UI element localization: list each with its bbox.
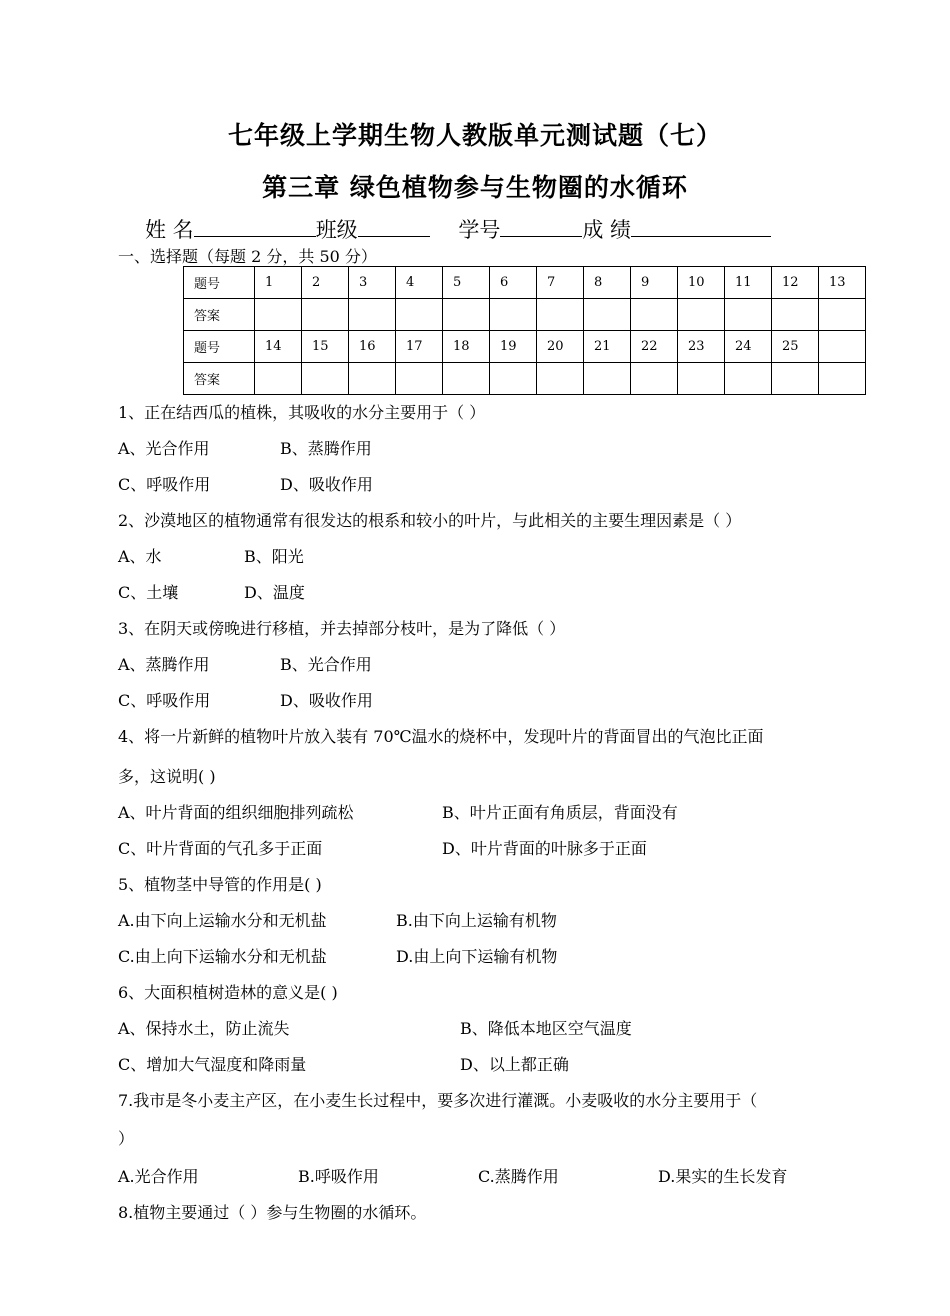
option[interactable]: C、增加大气湿度和降雨量	[118, 1055, 307, 1074]
option[interactable]: C、呼吸作用	[118, 475, 211, 494]
answer-table	[183, 266, 866, 395]
answer-cell[interactable]	[819, 363, 866, 395]
section-heading: 一、选择题（每题 2 分，共 50 分）	[118, 247, 377, 266]
question-stem: 5、植物茎中导管的作用是( )	[118, 875, 322, 894]
answer-cell[interactable]	[349, 299, 396, 331]
question-number-cell: 14	[255, 331, 302, 363]
answer-cell[interactable]	[443, 299, 490, 331]
option[interactable]: B、光合作用	[280, 655, 372, 674]
question-number-cell: 6	[490, 267, 537, 299]
question-stem: 4、将一片新鲜的植物叶片放入装有 70℃温水的烧杯中，发现叶片的背面冒出的气泡比正面	[118, 727, 764, 746]
question-number-cell: 2	[302, 267, 349, 299]
answer-cell[interactable]	[772, 363, 819, 395]
answer-cell[interactable]	[396, 299, 443, 331]
question-stem: 1、正在结西瓜的植株，其吸收的水分主要用于（ ）	[118, 403, 486, 422]
score-blank[interactable]	[631, 216, 771, 237]
row-label: 答案	[184, 363, 255, 395]
question-number-cell: 3	[349, 267, 396, 299]
question-number-cell	[819, 331, 866, 363]
option[interactable]: A、保持水土，防止流失	[118, 1019, 290, 1038]
table-row	[184, 267, 866, 299]
option[interactable]: C.蒸腾作用	[478, 1167, 559, 1186]
question-number-cell: 1	[255, 267, 302, 299]
number-label: 学号	[458, 218, 501, 242]
question-number-cell: 8	[584, 267, 631, 299]
option[interactable]: B.呼吸作用	[298, 1167, 379, 1186]
answer-cell[interactable]	[302, 363, 349, 395]
answer-cell[interactable]	[631, 363, 678, 395]
option[interactable]: B、蒸腾作用	[280, 439, 372, 458]
answer-cell[interactable]	[302, 299, 349, 331]
question-number-cell: 9	[631, 267, 678, 299]
question-number-cell: 17	[396, 331, 443, 363]
question-stem-continued: 多，这说明( )	[118, 767, 216, 786]
option[interactable]: C.由上向下运输水分和无机盐	[118, 947, 327, 966]
name-blank[interactable]	[194, 216, 316, 237]
question-number-cell: 4	[396, 267, 443, 299]
question-number-cell: 20	[537, 331, 584, 363]
answer-cell[interactable]	[772, 299, 819, 331]
option[interactable]: A、蒸腾作用	[118, 655, 210, 674]
table-row	[184, 331, 866, 363]
question-number-cell: 10	[678, 267, 725, 299]
question-number-cell: 13	[819, 267, 866, 299]
answer-cell[interactable]	[819, 299, 866, 331]
answer-cell[interactable]	[631, 299, 678, 331]
option[interactable]: D、以上都正确	[460, 1055, 569, 1074]
question-number-cell: 11	[725, 267, 772, 299]
name-label: 姓 名	[145, 218, 194, 242]
option[interactable]: D、温度	[244, 583, 305, 602]
chapter-subtitle: 第三章 绿色植物参与生物圈的水循环	[262, 173, 688, 202]
answer-cell[interactable]	[255, 363, 302, 395]
question-number-cell: 12	[772, 267, 819, 299]
question-stem: 6、大面积植树造林的意义是( )	[118, 983, 338, 1002]
answer-cell[interactable]	[584, 363, 631, 395]
answer-cell[interactable]	[490, 299, 537, 331]
score-label: 成 绩	[582, 218, 632, 242]
question-stem: 8.植物主要通过（ ）参与生物圈的水循环。	[118, 1203, 427, 1222]
answer-cell[interactable]	[443, 363, 490, 395]
row-label: 题号	[184, 331, 255, 363]
answer-cell[interactable]	[255, 299, 302, 331]
answer-cell[interactable]	[537, 363, 584, 395]
class-blank[interactable]	[358, 216, 430, 237]
option[interactable]: B.由下向上运输有机物	[396, 911, 557, 930]
answer-cell[interactable]	[725, 299, 772, 331]
question-number-cell: 7	[537, 267, 584, 299]
option[interactable]: B、阳光	[244, 547, 304, 566]
question-number-cell: 5	[443, 267, 490, 299]
option[interactable]: D、叶片背面的叶脉多于正面	[442, 839, 647, 858]
row-label: 答案	[184, 299, 255, 331]
class-label: 班级	[315, 218, 358, 242]
question-number-cell: 22	[631, 331, 678, 363]
answer-cell[interactable]	[678, 363, 725, 395]
answer-cell[interactable]	[537, 299, 584, 331]
option[interactable]: B、降低本地区空气温度	[460, 1019, 632, 1038]
option[interactable]: C、土壤	[118, 583, 179, 602]
option[interactable]: B、叶片正面有角质层，背面没有	[442, 803, 678, 822]
table-row	[184, 299, 866, 331]
question-number-cell: 15	[302, 331, 349, 363]
page-title: 七年级上学期生物人教版单元测试题（七）	[227, 121, 722, 150]
question-stem: 3、在阴天或傍晚进行移植，并去掉部分枝叶，是为了降低（ ）	[118, 619, 566, 638]
table-row	[184, 363, 866, 395]
answer-cell[interactable]	[584, 299, 631, 331]
question-stem-continued: ）	[118, 1129, 135, 1148]
option[interactable]: C、呼吸作用	[118, 691, 211, 710]
question-number-cell: 25	[772, 331, 819, 363]
answer-cell[interactable]	[396, 363, 443, 395]
option[interactable]: D.果实的生长发育	[658, 1167, 788, 1186]
question-number-cell: 24	[725, 331, 772, 363]
question-number-cell: 21	[584, 331, 631, 363]
option[interactable]: A.光合作用	[118, 1167, 199, 1186]
question-number-cell: 16	[349, 331, 396, 363]
number-blank[interactable]	[500, 216, 582, 237]
row-label: 题号	[184, 267, 255, 299]
question-stem: 7.我市是冬小麦主产区，在小麦生长过程中，要多次进行灌溉。小麦吸收的水分主要用于（	[118, 1091, 758, 1110]
answer-cell[interactable]	[678, 299, 725, 331]
question-number-cell: 18	[443, 331, 490, 363]
option[interactable]: A、光合作用	[118, 439, 210, 458]
student-info-line	[145, 214, 845, 244]
answer-cell[interactable]	[725, 363, 772, 395]
option[interactable]: D、吸收作用	[280, 475, 373, 494]
option[interactable]: A.由下向上运输水分和无机盐	[118, 911, 327, 930]
option[interactable]: A、叶片背面的组织细胞排列疏松	[118, 803, 354, 822]
option[interactable]: D、吸收作用	[280, 691, 373, 710]
option[interactable]: D.由上向下运输有机物	[396, 947, 558, 966]
answer-cell[interactable]	[490, 363, 537, 395]
question-number-cell: 23	[678, 331, 725, 363]
question-number-cell: 19	[490, 331, 537, 363]
answer-cell[interactable]	[349, 363, 396, 395]
question-stem: 2、沙漠地区的植物通常有很发达的根系和较小的叶片，与此相关的主要生理因素是（ ）	[118, 511, 742, 530]
option[interactable]: A、水	[118, 547, 162, 566]
option[interactable]: C、叶片背面的气孔多于正面	[118, 839, 323, 858]
